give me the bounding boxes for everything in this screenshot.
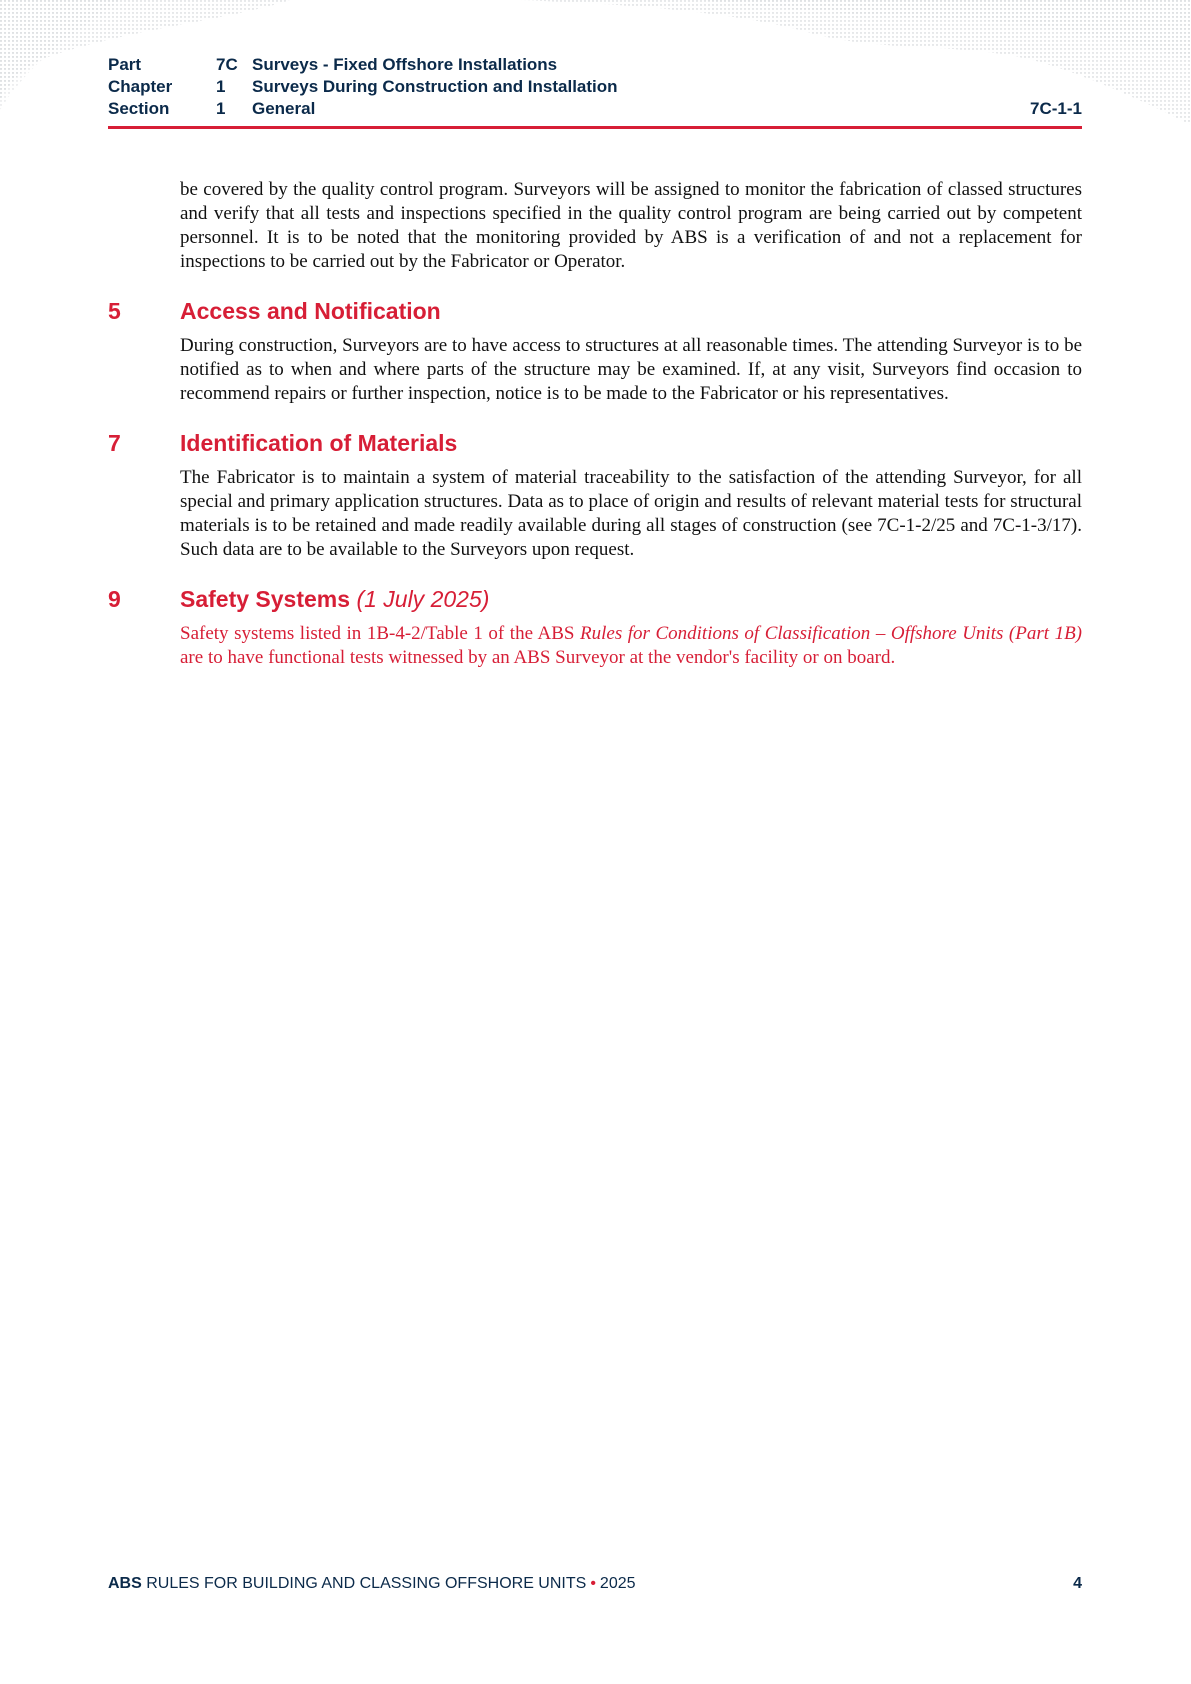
section-7-heading <box>108 428 1082 458</box>
section-7-title: Identification of Materials <box>180 430 458 456</box>
section-9-title-wrap <box>180 584 489 614</box>
footer-year: 2025 <box>599 1575 636 1592</box>
header-part-title: Surveys - Fixed Offshore Installations <box>252 55 558 74</box>
section-7-number: 7 <box>108 430 121 456</box>
header-part-label: Part <box>108 55 142 74</box>
header-section-title: General <box>252 99 316 118</box>
header-part-number: 7C <box>216 55 238 74</box>
section-9-text-before: Safety systems listed in 1B-4-2/Table 1 of the ABS <box>180 623 580 644</box>
intro-paragraph: be covered by the quality control program. Surveyors will be assigned to monitor the fabrication of classed structures and verify that all tests and inspections specified in the quality control program are being carried out by competent personnel. It is to be noted that the monitoring provided by ABS is a verification of and not a replacement for inspections to be carried out by the Fabricator or Operator. <box>180 179 1082 272</box>
header-section-number: 1 <box>216 99 226 118</box>
header-section-code: 7C-1-1 <box>1030 99 1082 118</box>
section-9-paragraph <box>180 622 1082 670</box>
header-chapter-title: Surveys During Construction and Installation <box>252 77 618 96</box>
header-section-label: Section <box>108 99 170 118</box>
header-chapter-number: 1 <box>216 77 226 96</box>
section-9-title: Safety Systems <box>180 586 351 612</box>
section-5-number: 5 <box>108 298 121 324</box>
section-7 <box>108 428 1082 562</box>
footer-page-number: 4 <box>1073 1575 1082 1592</box>
footer-brand: ABS <box>108 1575 142 1592</box>
footer-title: RULES FOR BUILDING AND CLASSING OFFSHORE UNITS <box>146 1575 587 1592</box>
section-9-date: (1 July 2025) <box>356 586 490 612</box>
section-9-text-after: are to have functional tests witnessed by an ABS Surveyor at the vendor's facility or on board. <box>180 647 896 668</box>
section-5-title: Access and Notification <box>180 298 441 324</box>
section-5-heading <box>108 296 1082 326</box>
section-5-paragraph: During construction, Surveyors are to have access to structures at all reasonable times. The attending Surveyor is to be notified as to when and where parts of the structure may be examined. If, at any visit, Surveyors find occasion to recommend repairs or further inspection, notice is to be made to the Fabricator or his representatives. <box>180 335 1082 404</box>
section-9-number: 9 <box>108 586 121 612</box>
section-5 <box>108 296 1082 406</box>
section-9-rules-reference: Rules for Conditions of Classification – Offshore Units (Part 1B) <box>580 623 1083 644</box>
section-9 <box>108 584 1082 670</box>
running-header <box>108 54 1082 130</box>
document-body <box>108 178 1082 670</box>
footer-separator: • <box>590 1575 596 1592</box>
section-7-paragraph: The Fabricator is to maintain a system of material traceability to the satisfaction of the attending Surveyor, for all special and primary application structures. Data as to place of origin and results of relevant material tests for structural materials is to be retained and made readily available during all stages of construction (see 7C-1-2/25 and 7C-1-3/17). Such data are to be available to the Surveyors upon request. <box>180 467 1082 560</box>
section-9-heading <box>108 584 1082 614</box>
header-chapter-label: Chapter <box>108 77 173 96</box>
running-footer <box>108 1572 1082 1596</box>
header-divider <box>108 126 1082 129</box>
